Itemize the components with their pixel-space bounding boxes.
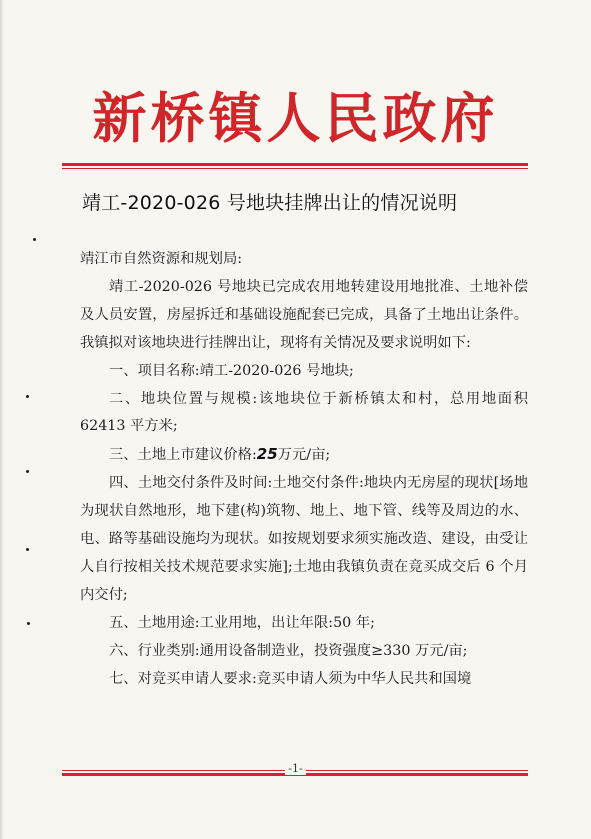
item-bidder-requirements: 七、对竞买申请人要求:竞买申请人须为中华人民共和国境 xyxy=(109,670,472,687)
binding-hole-mark xyxy=(26,548,29,551)
salutation: 靖江市自然资源和规划局: xyxy=(80,251,243,267)
page-number-text: -1- xyxy=(285,762,305,775)
item-delivery-conditions: 四、土地交付条件及时间:土地交付条件:地块内无房屋的现状[场地为现状自然地形，地下建(构)筑物、地上、地下管、线等及周边的水、电、路等基础设施均为现状。如按规划要求须实施改造、建设，由受让人自行按相关技术规范要求实施];土地由我镇负责在竞买成交后 6 个月内交付; xyxy=(80,475,528,603)
item-suggested-price xyxy=(80,441,528,470)
item-industry-category: 六、行业类别:通用设备制造业，投资强度≥330 万元/亩; xyxy=(109,642,468,659)
binding-hole-mark xyxy=(33,238,36,241)
item-land-use: 五、土地用途:工业用地，出让年限:50 年; xyxy=(109,614,375,631)
header-red-rule-thin xyxy=(62,168,528,169)
binding-hole-mark xyxy=(26,470,29,473)
item-location-size: 二、地块位置与规模:该地块位于新桥镇太和村，总用地面积 62413 平方米; xyxy=(80,390,528,435)
item-project-name: 一、项目名称:靖工-2020-026 号地块; xyxy=(109,362,354,379)
binding-hole-mark xyxy=(26,395,29,398)
item-suggested-price-label: 三、土地上市建议价格: xyxy=(109,447,257,464)
handwritten-price-value: 25 xyxy=(256,445,278,464)
government-header-title: 新桥镇人民政府 xyxy=(92,86,499,150)
document-body xyxy=(80,246,528,694)
document-title: 靖工-2020-026 号地块挂牌出让的情况说明 xyxy=(82,192,458,214)
price-unit: 万元/亩; xyxy=(277,447,331,464)
page-number xyxy=(0,762,591,775)
header-red-rule-thick xyxy=(62,163,528,166)
intro-paragraph: 靖工-2020-026 号地块已完成农用地转建设用地批准、土地补偿及人员安置，房屋拆迁和基础设施配套已完成，具备了土地出让条件。我镇拟对该地块进行挂牌出让，现将有关情况及要求说明如下: xyxy=(80,278,528,351)
binding-hole-mark xyxy=(27,622,30,625)
